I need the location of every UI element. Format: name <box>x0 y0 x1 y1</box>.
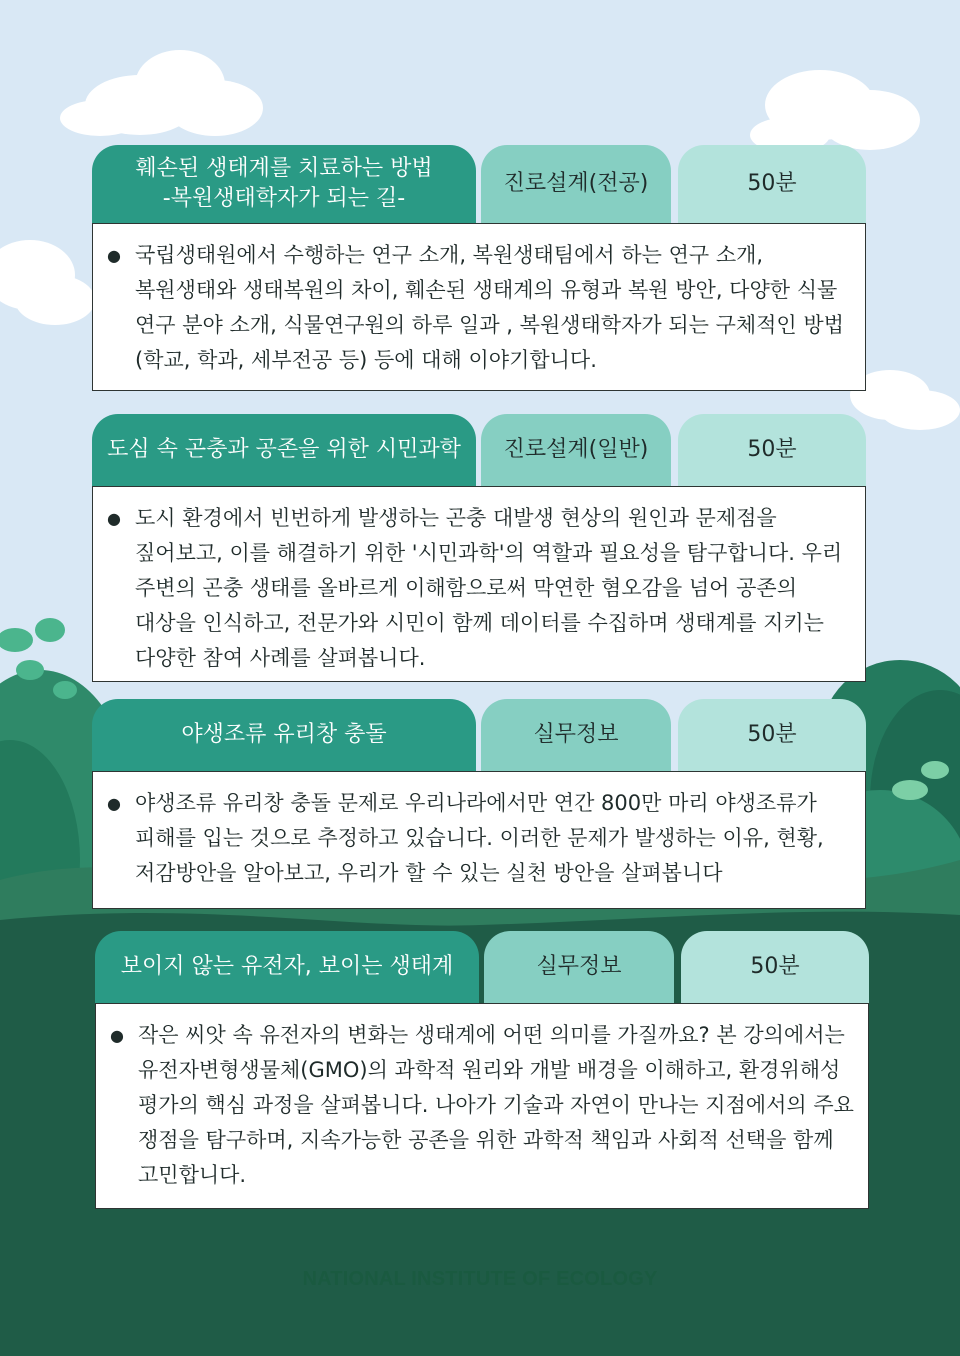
program-description: 도시 환경에서 빈번하게 발생하는 곤충 대발생 현상의 원인과 문제점을 짚어보고, 이를 해결하기 위한 '시민과학'의 역할과 필요성을 탐구합니다. 우리 주변의 곤충 생태를 올바르게 이해함으로써 막연한 혐오감을 넘어 공존의 대상을 인식하고, 전문가와 시민이 함께 데이터를 수집하며 생태계를 지키는 다양한 참여 사례를 살펴봅니다. <box>135 506 843 670</box>
title-line: 야생조류 유리창 충돌 <box>181 722 387 747</box>
program-card <box>92 699 866 909</box>
title-line: 도심 속 곤충과 공존을 위한 시민과학 <box>107 437 461 462</box>
program-title <box>92 699 476 771</box>
program-description: 작은 씨앗 속 유전자의 변화는 생태계에 어떤 의미를 가질까요? 본 강의에서는 유전자변형생물체(GMO)의 과학적 원리와 개발 배경을 이해하고, 환경위해성 평가의 핵심 과정을 살펴봅니다. 나아가 기술과 자연이 만나는 지점에서의 주요 쟁점을 탐구하며, 지속가능한 공존을 위한 과학적 책임과 사회적 선택을 함께 고민합니다. <box>138 1023 854 1187</box>
bullet-icon: ● <box>107 509 121 528</box>
program-category: 진로설계(일반) <box>481 414 671 486</box>
bullet-icon: ● <box>110 1026 124 1045</box>
program-card <box>95 931 869 1209</box>
program-duration: 50분 <box>681 931 869 1003</box>
program-description: 야생조류 유리창 충돌 문제로 우리나라에서만 연간 800만 마리 야생조류가 피해를 입는 것으로 추정하고 있습니다. 이러한 문제가 발생하는 이유, 현황, 저감방안을 알아보고, 우리가 할 수 있는 실천 방안을 살펴봅니다 <box>135 791 824 885</box>
program-duration: 50분 <box>678 414 866 486</box>
bullet-icon: ● <box>107 246 121 265</box>
program-category: 실무정보 <box>484 931 674 1003</box>
title-line: 훼손된 생태계를 치료하는 방법 <box>135 156 433 181</box>
footer-organization: NATIONAL INSTITUTE OF ECOLOGY <box>302 1268 658 1290</box>
program-header <box>92 414 866 486</box>
title-line: 보이지 않는 유전자, 보이는 생태계 <box>120 954 454 979</box>
program-title <box>92 414 476 486</box>
program-header <box>92 145 866 223</box>
program-card <box>92 145 866 391</box>
program-description: 국립생태원에서 수행하는 연구 소개, 복원생태팀에서 하는 연구 소개, 복원생태와 생태복원의 차이, 훼손된 생태계의 유형과 복원 방안, 다양한 식물 연구 분야 소개, 식물연구원의 하루 일과 , 복원생태학자가 되는 구체적인 방법(학교, 학과, 세부전공 등) 등에 대해 이야기합니다. <box>135 243 844 372</box>
program-header <box>92 699 866 771</box>
program-title <box>95 931 479 1003</box>
program-description-box <box>92 223 866 391</box>
program-description-box <box>95 1003 869 1209</box>
program-duration: 50분 <box>678 145 866 223</box>
program-card <box>92 414 866 682</box>
program-title <box>92 145 476 223</box>
program-header <box>95 931 869 1003</box>
title-line: -복원생태학자가 되는 길- <box>162 186 406 211</box>
program-description-box <box>92 486 866 682</box>
program-description-box <box>92 771 866 909</box>
bullet-icon: ● <box>107 794 121 813</box>
program-duration: 50분 <box>678 699 866 771</box>
program-category: 실무정보 <box>481 699 671 771</box>
program-category: 진로설계(전공) <box>481 145 671 223</box>
